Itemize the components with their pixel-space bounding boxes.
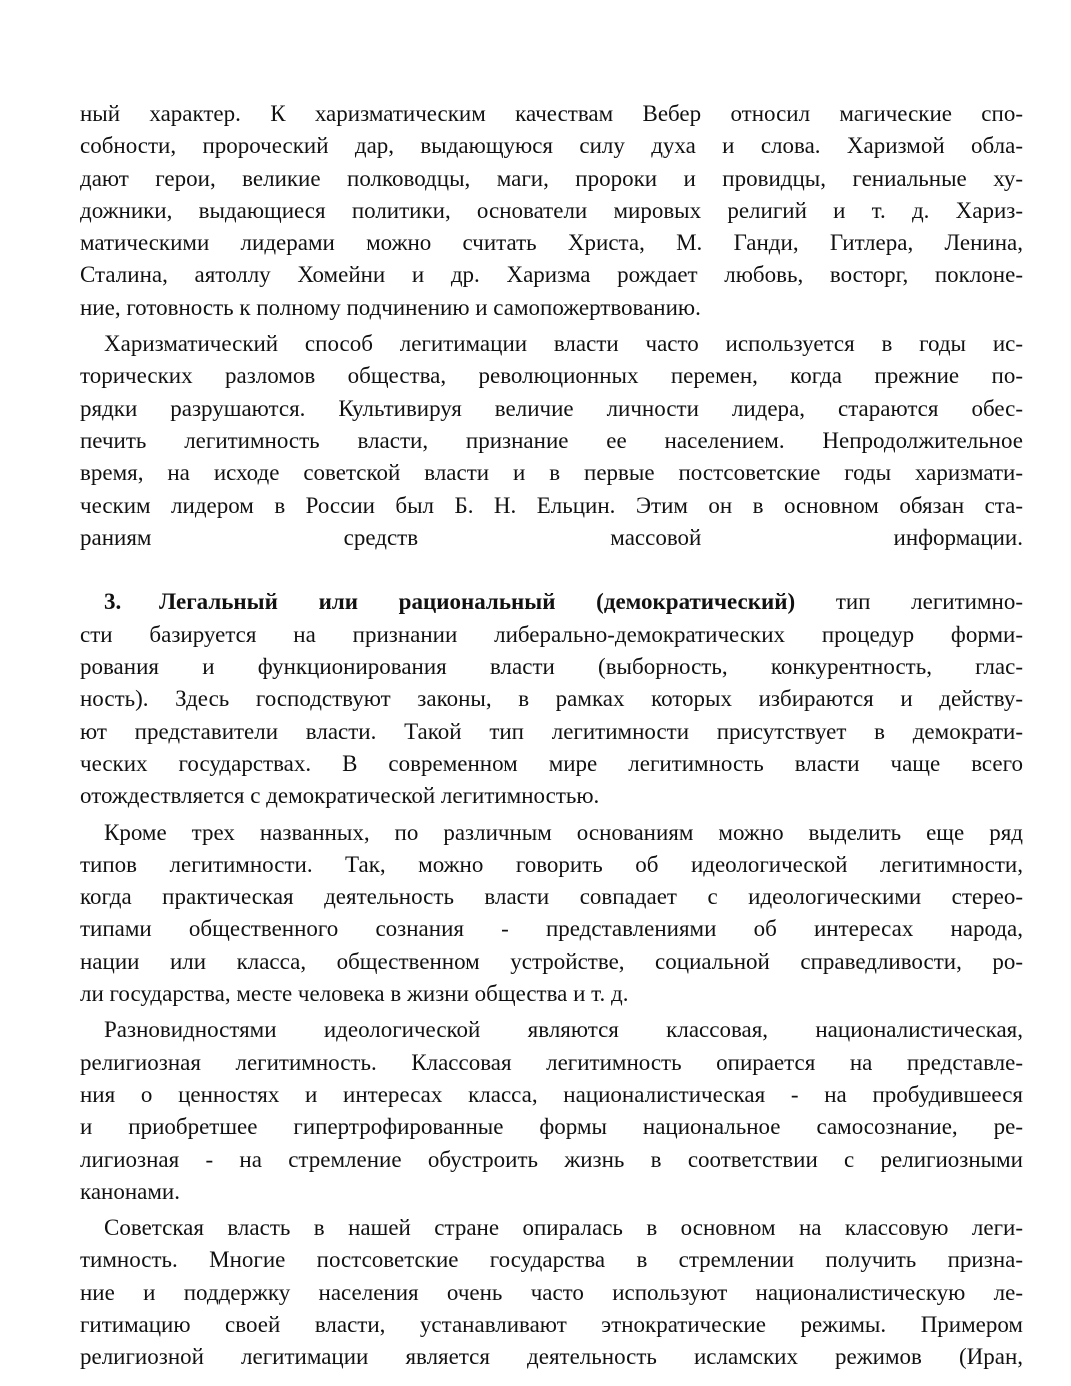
text-line: торических разломов общества, революционных перемен, когда прежние по- — [80, 363, 1023, 389]
text-line — [80, 586, 1023, 618]
text-line: печить легитимность власти, признание ее населением. Непродолжительное — [80, 427, 1023, 453]
text-line: раниям средств массовой информации. — [80, 524, 1023, 550]
text-line: религиозной легитимации является деятельность исламских режимов (Иран, — [80, 1344, 1023, 1370]
text-line: сти базируется на признании либерально-демократических процедур форми- — [80, 621, 1023, 647]
text-line: ческих государствах. В современном мире легитимность власти чаще всего — [80, 750, 1023, 776]
text-line: Сталина, аятоллу Хомейни и др. Харизма рождает любовь, восторг, поклоне- — [80, 262, 1023, 288]
text-fragment: тип легитимно- — [795, 589, 1023, 615]
text-line: Советская власть в нашей стране опиралась в основном на классовую леги- — [104, 1215, 1023, 1241]
paragraph-5 — [80, 1014, 1023, 1208]
text-line: отождествляется с демократической легитимностью. — [80, 783, 600, 809]
paragraph-4 — [80, 817, 1023, 1011]
text-line: ческим лидером в России был Б. Н. Ельцин. Этим он в основном обязан ста- — [80, 492, 1023, 518]
text-line: ют представители власти. Такой тип легитимности присутствует в демократи- — [80, 718, 1023, 744]
text-line: когда практическая деятельность власти совпадает с идеологическими стерео- — [80, 884, 1023, 910]
text-line: тимность. Многие постсоветские государства в стремлении получить призна- — [80, 1247, 1023, 1273]
text-line: религиозная легитимность. Классовая легитимность опирается на представле- — [80, 1049, 1023, 1075]
text-line: дожники, выдающиеся политики, основатели мировых религий и т. д. Хариз- — [80, 197, 1023, 223]
text-line: собности, пророческий дар, выдающуюся силу духа и слова. Харизмой обла- — [80, 133, 1023, 159]
text-line: ность). Здесь господствуют законы, в рамках которых избираются и действу- — [80, 686, 1023, 712]
text-line: рования и функционирования власти (выборность, конкурентность, глас- — [80, 654, 1023, 680]
paragraph-6 — [80, 1212, 1023, 1373]
bold-term: Легальный или рациональный (демократический) — [159, 589, 796, 615]
text-line: гитимацию своей власти, устанавливают этнократические режимы. Примером — [80, 1311, 1023, 1337]
list-number: 3. — [104, 589, 122, 615]
text-line: Разновидностями идеологической являются классовая, националистическая, — [104, 1017, 1023, 1043]
text-line: ный характер. К харизматическим качествам Вебер относил магические спо- — [80, 101, 1023, 126]
text-line: типов легитимности. Так, можно говорить об идеологической легитимности, — [80, 851, 1023, 877]
text-line: типами общественного сознания - представлениями об интересах народа, — [80, 916, 1023, 942]
text-line: ния о ценностях и интересах класса, националистическая - на пробудившееся — [80, 1081, 1023, 1107]
text-line: ние и поддержку населения очень часто используют националистическую ле- — [80, 1279, 1023, 1305]
text-line: время, на исходе советской власти и в первые постсоветские годы харизмати- — [80, 460, 1023, 486]
text-line: ние, готовность к полному подчинению и самопожертвованию. — [80, 294, 701, 320]
text-line: Кроме трех названных, по различным основаниям можно выделить еще ряд — [104, 819, 1023, 845]
text-line: канонами. — [80, 1178, 180, 1204]
text-line: ли государства, месте человека в жизни общества и т. д. — [80, 981, 629, 1007]
text-line: рядки разрушаются. Культивируя величие личности лидера, стараются обес- — [80, 395, 1023, 421]
text-line: дают герои, великие полководцы, маги, пророки и провидцы, гениальные ху- — [80, 165, 1023, 191]
text-line — [80, 554, 1023, 586]
paragraph-1 — [80, 98, 1023, 324]
text-line: Харизматический способ легитимации власти часто используется в годы ис- — [104, 331, 1023, 357]
paragraph-2 — [80, 328, 1023, 586]
text-line: матическими лидерами можно считать Христа, М. Ганди, Гитлера, Ленина, — [80, 230, 1023, 256]
text-line: нации или класса, общественном устройстве, социальной справедливости, ро- — [80, 948, 1023, 974]
text-line: и приобретшее гипертрофированные формы национальное самосознание, ре- — [80, 1114, 1023, 1140]
paragraph-3 — [80, 586, 1023, 812]
page-text — [80, 98, 1023, 1374]
text-line: лигиозная - на стремление обустроить жизнь в соответствии с религиозными — [80, 1146, 1023, 1172]
